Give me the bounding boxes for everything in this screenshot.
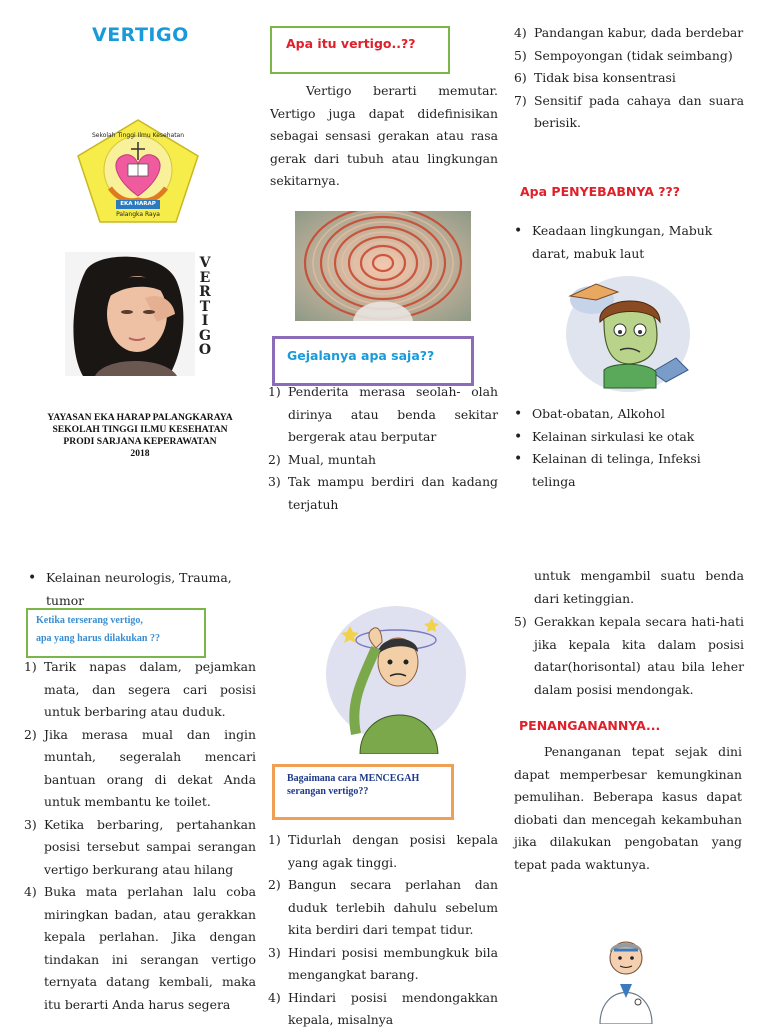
list-item: • Obat-obatan, Alkohol [512,403,728,426]
doctor-cartoon [586,936,666,1024]
list-item: 4) Pandangan kabur, dada berdebar [514,25,744,40]
mencegah-title-line: Bagaimana cara MENCEGAH [287,773,420,784]
vertical-letter: R [199,284,211,300]
doctor-icon [586,936,666,1024]
list-item: • Kelainan di telinga, Infeksi telinga [512,448,728,493]
list-item: 1) Penderita merasa seolah- olah dirinya atau benda sekitar bergerak atau berputar [268,384,498,444]
spiral-head-icon [295,211,471,321]
vertical-word [197,256,213,358]
mencegah-title-line: serangan vertigo?? [287,786,369,797]
logo-city-text: Palangka Raya [116,211,160,218]
institution-line: PRODI SARJANA KEPERAWATAN [63,436,217,447]
penanganan-heading: PENANGANANNYA... [519,718,661,733]
logo-arc-text: Sekolah Tinggi Ilmu Kesehatan [91,132,185,139]
ketika-title-line: apa yang harus dilakukan ?? [36,633,160,644]
list-item: 2) Mual, muntah [268,451,376,467]
institution-line: YAYASAN EKA HARAP PALANGKARAYA [47,412,233,423]
vertical-letter: O [198,342,212,358]
gejala-title: Gejalanya apa saja?? [287,348,435,363]
penanganan-text: Penanganan tepat sejak dini dapat memperbesar kemungkinan pemulihan. Beberapa kasus dapat diobati dan mencegah kekambuhan jika dilakukan pengobatan yang tepat pada waktunya. [514,744,742,872]
gejala-box [272,336,474,386]
ketika-box [26,608,206,658]
dizzy-man-icon [320,604,470,754]
tips-continued-text: untuk mengambil suatu benda dari ketinggian. [534,568,744,606]
brochure-title: VERTIGO [92,24,189,46]
list-item: 4) Buka mata perlahan lalu coba miringkan badan, atau gerakkan kepala perlahan. Jika dengan tindakan ini serangan vertigo ternyata datang kembali, maka itu berarti Anda harus segera [24,884,256,1012]
list-item: 3) Tak mampu berdiri dan kadang terjatuh [268,474,498,512]
vertical-letter: I [201,313,209,329]
ketika-title-line: Ketika terserang vertigo, [36,615,143,626]
mencegah-box [272,764,454,820]
institution-line: 2018 [130,448,150,459]
institution-line: SEKOLAH TINGGI ILMU KESEHATAN [52,424,228,435]
tips-list [268,829,498,1032]
tips-list-continued [514,611,744,701]
penyebab-heading: Apa PENYEBABNYA ??? [520,184,680,199]
headache-woman-photo [65,252,217,376]
list-item: 3) Hindari posisi membungkuk bila mengangkat barang. [268,944,498,982]
apa-itu-box [270,26,450,74]
list-item: 2) Bangun secara perlahan dan duduk terlebih dahulu sebelum kita berdiri dari tempat tidur. [268,877,498,937]
steps-list [24,656,256,1016]
list-item: 5) Sempoyongan (tidak seimbang) [514,47,733,63]
list-item: 3) Ketika berbaring, pertahankan posisi tersebut sampai serangan vertigo berkurang atau hilang [24,816,256,877]
institution-logo [76,118,200,224]
vertical-letter: T [199,298,211,315]
definition-text: Vertigo berarti memutar. Vertigo juga dapat didefinisikan sebagai sensasi gerakan atau rasa gerak dari tubuh atau lingkungan sekitarnya. [270,83,498,188]
vertical-letter: V [199,255,211,271]
institution-block [40,412,240,460]
list-item: • Kelainan neurologis, Trauma, tumor [26,567,240,612]
list-item: 1) Tidurlah dengan posisi kepala yang agak tinggi. [268,832,498,870]
dizzy-man-cartoon [320,604,470,754]
seasick-cartoon [556,266,696,396]
list-item: • Keadaan lingkungan, Mabuk darat, mabuk laut [512,220,728,265]
vertical-letter: G [199,327,211,344]
penyebab-list-a [512,220,728,265]
nauseous-person-icon [556,266,696,396]
woman-headache-icon [65,252,195,376]
list-item: 1) Tarik napas dalam, pejamkan mata, dan segera cari posisi untuk berbaring atau duduk. [24,659,256,719]
gejala-list [268,381,498,516]
list-item: 5) Gerakkan kepala secara hati-hati jika kepala kita dalam posisi datar(horisontal) atau bila leher dalam posisi mendongak. [514,614,744,697]
list-item: • Kelainan sirkulasi ke otak [512,426,728,449]
vertical-letter: E [199,269,211,286]
gejala-list-continued [514,22,744,135]
list-item: 6) Tidak bisa konsentrasi [514,70,676,85]
dizzy-head-image [295,211,471,321]
list-item: 2) Jika merasa mual dan ingin muntah, segeralah mencari bantuan orang di dekat Anda untuk membantu ke toilet. [24,726,256,809]
list-item: 7) Sensitif pada cahaya dan suara berisik. [514,92,744,130]
logo-banner-text: EKA HARAP [120,201,156,207]
apa-itu-title: Apa itu vertigo..?? [286,36,416,51]
list-item: 4) Hindari posisi mendongakkan kepala, misalnya [268,989,498,1027]
penyebab-list-c [26,567,240,612]
penyebab-list-b [512,403,728,493]
